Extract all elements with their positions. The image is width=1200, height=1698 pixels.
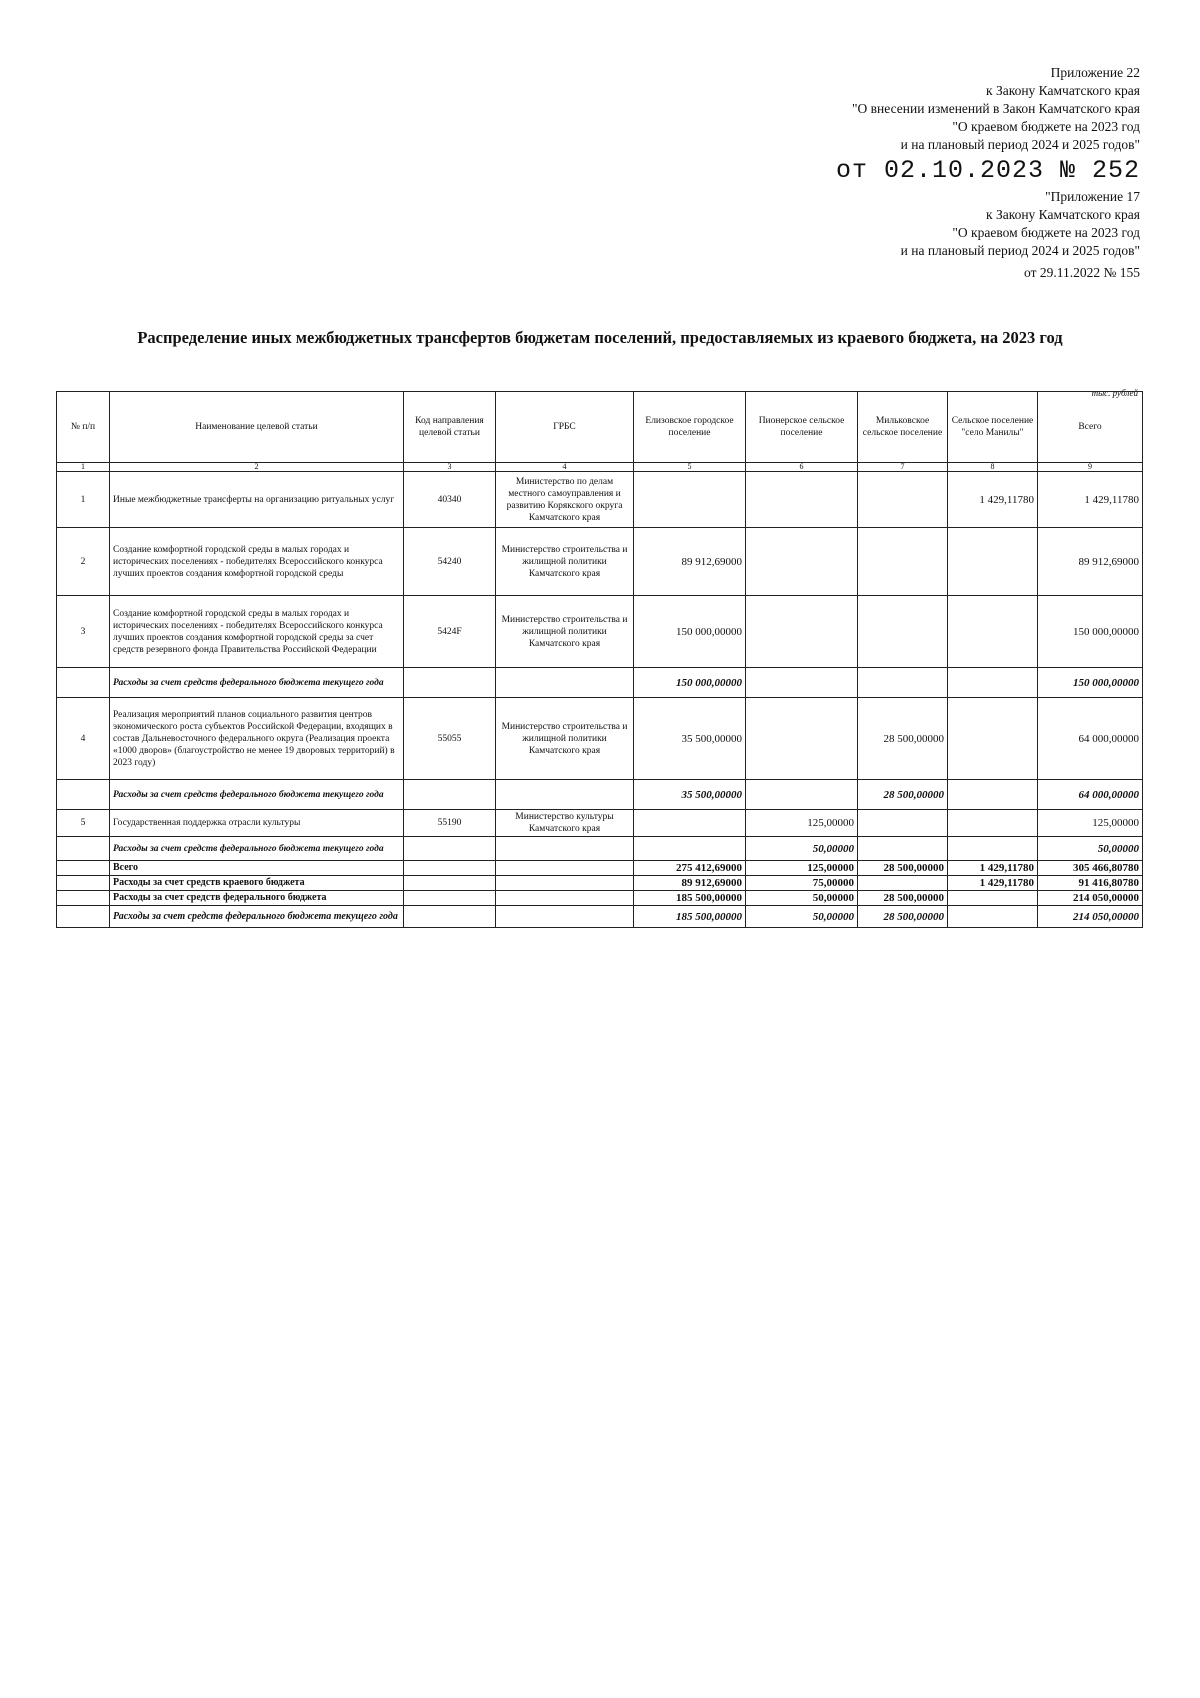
target-article-name: Создание комфортной городской среды в малых городах и исторических поселениях - победителях Всероссийского конкурса лучших проектов создания комфортной городской среды bbox=[110, 528, 404, 596]
grbs-name bbox=[496, 861, 634, 876]
amount-cell bbox=[746, 698, 858, 780]
amount-cell bbox=[858, 528, 948, 596]
target-code bbox=[404, 780, 496, 810]
amount-cell bbox=[858, 472, 948, 528]
target-code: 54240 bbox=[404, 528, 496, 596]
amount-cell bbox=[746, 472, 858, 528]
amount-cell: 50,00000 bbox=[1038, 837, 1143, 861]
amount-cell: 64 000,00000 bbox=[1038, 780, 1143, 810]
target-code: 55190 bbox=[404, 810, 496, 837]
grbs-name bbox=[496, 906, 634, 928]
grbs-name bbox=[496, 780, 634, 810]
column-header: Пионерское сельское поселение bbox=[746, 392, 858, 463]
target-article-name: Расходы за счет средств федерального бюджета текущего года bbox=[110, 837, 404, 861]
total-label: Расходы за счет средств федерального бюджета текущего года bbox=[110, 906, 404, 928]
column-number: 4 bbox=[496, 463, 634, 472]
amount-cell: 150 000,00000 bbox=[634, 668, 746, 698]
amount-cell: 35 500,00000 bbox=[634, 698, 746, 780]
target-code bbox=[404, 891, 496, 906]
amount-cell: 50,00000 bbox=[746, 906, 858, 928]
row-number bbox=[57, 861, 110, 876]
column-number: 9 bbox=[1038, 463, 1143, 472]
amount-cell: 75,00000 bbox=[746, 876, 858, 891]
row-number bbox=[57, 668, 110, 698]
grbs-name: Министерство строительства и жилищной политики Камчатского края bbox=[496, 528, 634, 596]
amount-cell: 214 050,00000 bbox=[1038, 891, 1143, 906]
total-row bbox=[57, 861, 1143, 876]
table-row bbox=[57, 668, 1143, 698]
amount-cell: 185 500,00000 bbox=[634, 891, 746, 906]
amount-cell: 275 412,69000 bbox=[634, 861, 746, 876]
table-row bbox=[57, 837, 1143, 861]
amount-cell bbox=[746, 596, 858, 668]
amount-cell: 28 500,00000 bbox=[858, 780, 948, 810]
row-number bbox=[57, 837, 110, 861]
amount-cell bbox=[948, 596, 1038, 668]
table-row bbox=[57, 780, 1143, 810]
header-line: Приложение 22 bbox=[1050, 65, 1140, 80]
header-line: к Закону Камчатского края bbox=[986, 83, 1140, 98]
amount-cell: 185 500,00000 bbox=[634, 906, 746, 928]
grbs-name: Министерство строительства и жилищной политики Камчатского края bbox=[496, 698, 634, 780]
amount-cell: 89 912,69000 bbox=[634, 528, 746, 596]
amount-cell: 125,00000 bbox=[1038, 810, 1143, 837]
amount-cell: 35 500,00000 bbox=[634, 780, 746, 810]
column-header: Елизовское городское поселение bbox=[634, 392, 746, 463]
amount-cell: 125,00000 bbox=[746, 810, 858, 837]
target-article-name: Иные межбюджетные трансферты на организацию ритуальных услуг bbox=[110, 472, 404, 528]
target-code bbox=[404, 668, 496, 698]
row-number bbox=[57, 891, 110, 906]
amount-cell: 1 429,11780 bbox=[948, 472, 1038, 528]
target-code bbox=[404, 861, 496, 876]
amount-cell bbox=[948, 810, 1038, 837]
grbs-name: Министерство культуры Камчатского края bbox=[496, 810, 634, 837]
grbs-name bbox=[496, 837, 634, 861]
table-row bbox=[57, 528, 1143, 596]
column-number: 5 bbox=[634, 463, 746, 472]
grbs-name bbox=[496, 668, 634, 698]
column-number: 1 bbox=[57, 463, 110, 472]
amount-cell bbox=[948, 780, 1038, 810]
document-title: Распределение иных межбюджетных трансфертов бюджетам поселений, предоставляемых из краевого бюджета, на 2023 год bbox=[137, 328, 1063, 347]
row-number bbox=[57, 780, 110, 810]
target-code: 40340 bbox=[404, 472, 496, 528]
amount-cell: 89 912,69000 bbox=[1038, 528, 1143, 596]
row-number bbox=[57, 876, 110, 891]
amount-cell: 91 416,80780 bbox=[1038, 876, 1143, 891]
row-number bbox=[57, 906, 110, 928]
amount-cell: 28 500,00000 bbox=[858, 861, 948, 876]
column-number: 7 bbox=[858, 463, 948, 472]
header-line: и на плановый период 2024 и 2025 годов" bbox=[900, 137, 1140, 152]
row-number: 3 bbox=[57, 596, 110, 668]
target-code: 55055 bbox=[404, 698, 496, 780]
amount-cell: 28 500,00000 bbox=[858, 698, 948, 780]
date-number-stamp: от 02.10.2023 № 252 bbox=[835, 156, 1140, 185]
total-label: Всего bbox=[110, 861, 404, 876]
row-number: 2 bbox=[57, 528, 110, 596]
amount-cell: 28 500,00000 bbox=[858, 906, 948, 928]
amount-cell bbox=[948, 906, 1038, 928]
target-article-name: Расходы за счет средств федерального бюджета текущего года bbox=[110, 780, 404, 810]
amount-cell bbox=[948, 698, 1038, 780]
amount-cell bbox=[948, 668, 1038, 698]
amount-cell: 150 000,00000 bbox=[1038, 596, 1143, 668]
amount-cell: 64 000,00000 bbox=[1038, 698, 1143, 780]
amount-cell: 305 466,80780 bbox=[1038, 861, 1143, 876]
header-line: к Закону Камчатского края bbox=[986, 207, 1140, 222]
amount-cell bbox=[858, 596, 948, 668]
column-number-row bbox=[57, 463, 1143, 472]
amount-cell: 1 429,11780 bbox=[948, 861, 1038, 876]
amount-cell bbox=[858, 810, 948, 837]
table-header-row bbox=[57, 392, 1143, 463]
grbs-name bbox=[496, 891, 634, 906]
row-number: 5 bbox=[57, 810, 110, 837]
column-header: № п/п bbox=[57, 392, 110, 463]
amount-cell bbox=[634, 837, 746, 861]
total-label: Расходы за счет средств федерального бюджета bbox=[110, 891, 404, 906]
total-row bbox=[57, 876, 1143, 891]
header-line: и на плановый период 2024 и 2025 годов" bbox=[900, 243, 1140, 258]
column-number: 2 bbox=[110, 463, 404, 472]
amount-cell bbox=[948, 837, 1038, 861]
amount-cell bbox=[634, 472, 746, 528]
table-row bbox=[57, 472, 1143, 528]
amount-cell: 150 000,00000 bbox=[1038, 668, 1143, 698]
amount-cell bbox=[858, 876, 948, 891]
header-line: от 29.11.2022 № 155 bbox=[1024, 265, 1140, 280]
amount-cell bbox=[746, 780, 858, 810]
row-number: 1 bbox=[57, 472, 110, 528]
header-line: "О краевом бюджете на 2023 год bbox=[952, 225, 1140, 240]
amount-cell: 214 050,00000 bbox=[1038, 906, 1143, 928]
column-header: Мильковское сельское поселение bbox=[858, 392, 948, 463]
grbs-name: Министерство строительства и жилищной политики Камчатского края bbox=[496, 596, 634, 668]
amount-cell: 125,00000 bbox=[746, 861, 858, 876]
target-code bbox=[404, 906, 496, 928]
header-line: "Приложение 17 bbox=[1045, 189, 1140, 204]
row-number: 4 bbox=[57, 698, 110, 780]
column-number: 3 bbox=[404, 463, 496, 472]
header-line: "О внесении изменений в Закон Камчатского края bbox=[852, 101, 1140, 116]
total-label: Расходы за счет средств краевого бюджета bbox=[110, 876, 404, 891]
table-row bbox=[57, 596, 1143, 668]
column-header: Сельское поселение "село Манилы" bbox=[948, 392, 1038, 463]
amount-cell: 150 000,00000 bbox=[634, 596, 746, 668]
amount-cell bbox=[634, 810, 746, 837]
amount-cell: 50,00000 bbox=[746, 891, 858, 906]
units-label: тыс. рублей bbox=[1091, 388, 1138, 398]
table-row bbox=[57, 810, 1143, 837]
grbs-name: Министерство по делам местного самоуправления и развитию Корякского округа Камчатского края bbox=[496, 472, 634, 528]
target-article-name: Создание комфортной городской среды в малых городах и исторических поселениях - победителях Всероссийского конкурса лучших проектов создания комфортной городской среды за счет средств резервного фонда Правительства Российской Федерации bbox=[110, 596, 404, 668]
total-row bbox=[57, 906, 1143, 928]
amount-cell: 89 912,69000 bbox=[634, 876, 746, 891]
column-header: Наименование целевой статьи bbox=[110, 392, 404, 463]
amount-cell bbox=[948, 528, 1038, 596]
amount-cell bbox=[948, 891, 1038, 906]
amount-cell: 28 500,00000 bbox=[858, 891, 948, 906]
amount-cell: 1 429,11780 bbox=[1038, 472, 1143, 528]
column-header: ГРБС bbox=[496, 392, 634, 463]
amount-cell: 50,00000 bbox=[746, 837, 858, 861]
column-header: Код направления целевой статьи bbox=[404, 392, 496, 463]
target-code: 5424F bbox=[404, 596, 496, 668]
amount-cell bbox=[858, 668, 948, 698]
amount-cell bbox=[746, 528, 858, 596]
column-number: 6 bbox=[746, 463, 858, 472]
table-row bbox=[57, 698, 1143, 780]
transfers-table bbox=[56, 391, 1143, 928]
target-code bbox=[404, 876, 496, 891]
amount-cell: 1 429,11780 bbox=[948, 876, 1038, 891]
column-number: 8 bbox=[948, 463, 1038, 472]
amount-cell bbox=[746, 668, 858, 698]
column-header: Всего bbox=[1038, 392, 1143, 463]
target-code bbox=[404, 837, 496, 861]
amount-cell bbox=[858, 837, 948, 861]
grbs-name bbox=[496, 876, 634, 891]
target-article-name: Государственная поддержка отрасли культуры bbox=[110, 810, 404, 837]
target-article-name: Реализация мероприятий планов социального развития центров экономического роста субъектов Российской Федерации, входящих в состав Дальневосточного федерального округа (Реализация проекта «1000 дворов» (благоустройство не менее 19 дворовых территорий) в 2023 году) bbox=[110, 698, 404, 780]
target-article-name: Расходы за счет средств федерального бюджета текущего года bbox=[110, 668, 404, 698]
appendix-header bbox=[836, 64, 1140, 282]
total-row bbox=[57, 891, 1143, 906]
header-line: "О краевом бюджете на 2023 год bbox=[952, 119, 1140, 134]
